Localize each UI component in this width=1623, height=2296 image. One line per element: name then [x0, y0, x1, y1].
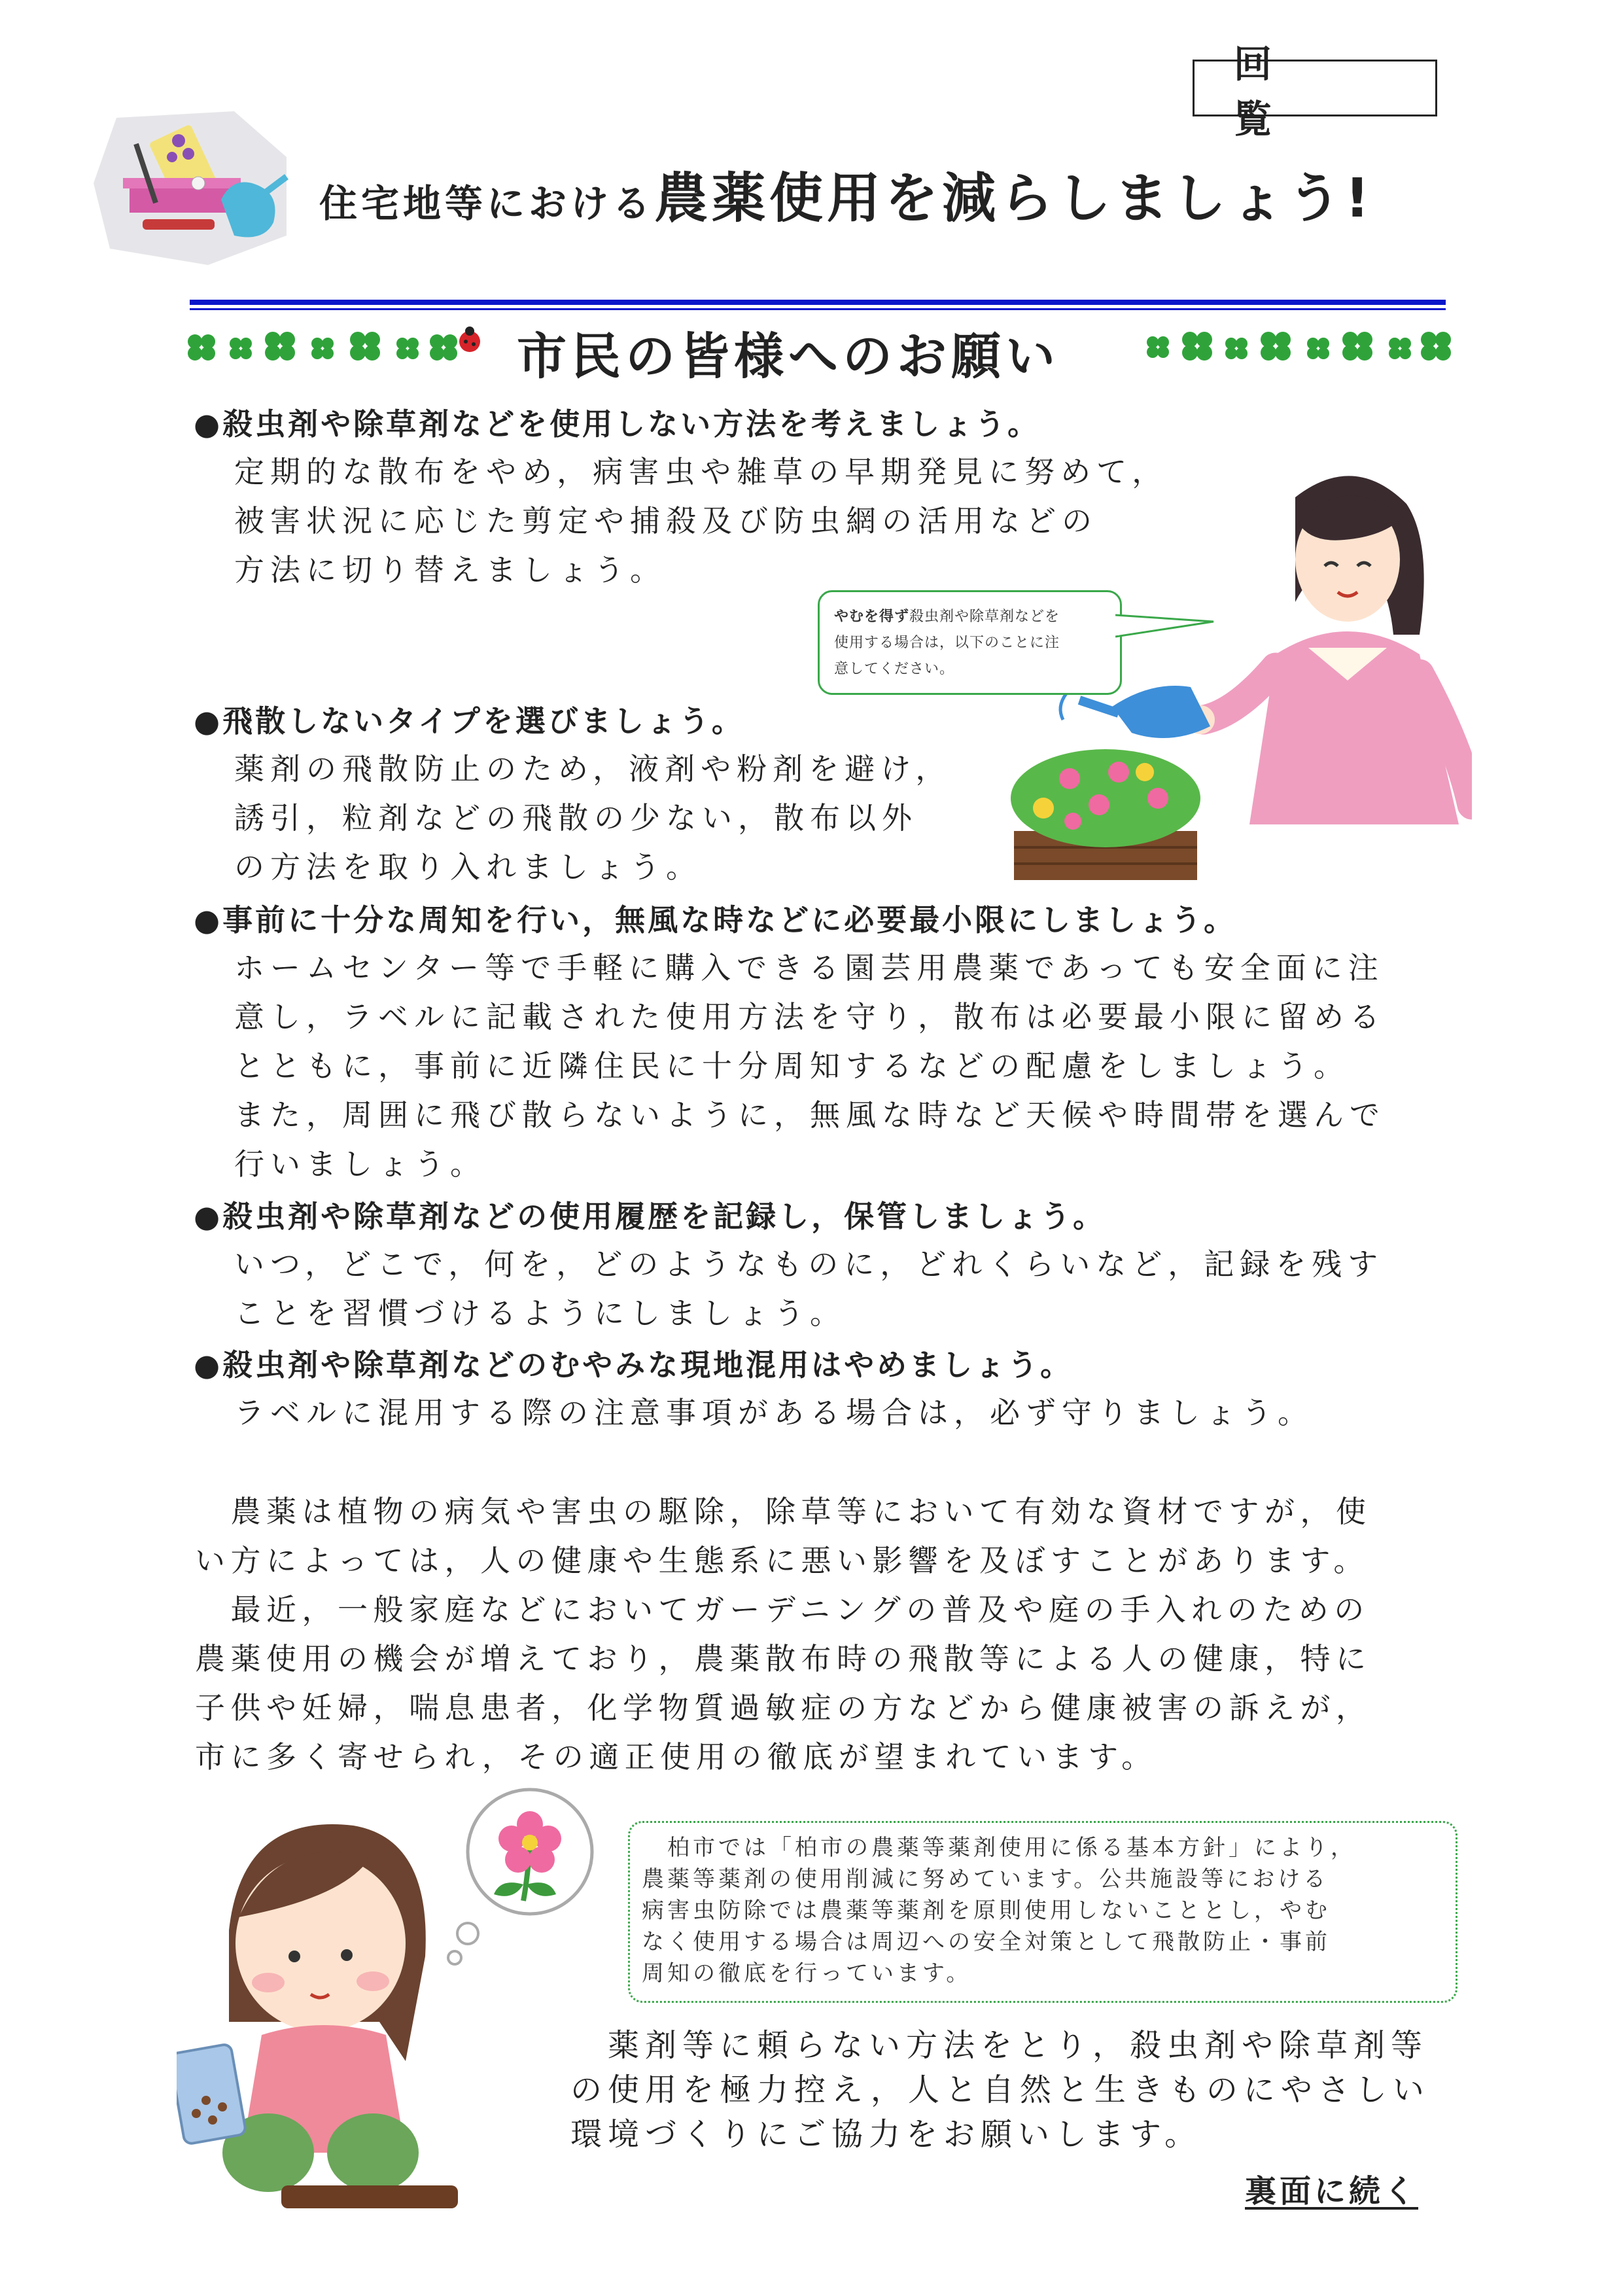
paragraph-line: 最近，一般家庭などにおいてガーデニングの普及や庭の手入れのための [195, 1592, 1370, 1627]
bullet-body-2 [234, 745, 951, 892]
girl-planting-illustration [177, 1786, 615, 2212]
section-subtitle: 市民の皆様へのお願い [517, 327, 1060, 385]
bullet-3-line: 意し，ラベルに記載された使用方法を守り，散布は必要最小限に留める [234, 999, 1386, 1034]
paragraph-line: 子供や妊婦，喘息患者，化学物質過敏症の方などから健康被害の訴えが， [195, 1690, 1372, 1725]
page-title [319, 156, 1373, 232]
ladybug-icon [459, 327, 480, 352]
paragraph-line: 市に多く寄せられ，その適正使用の徹底が望まれています。 [195, 1739, 1157, 1775]
bullet-heading-3: ●事前に十分な周知を行い，無風な時などに必要最小限にしましょう。 [194, 902, 1237, 938]
bullet-5-line: ラベルに混用する際の注意事項がある場合は，必ず守りましょう。 [234, 1395, 1314, 1430]
speech-bubble [818, 590, 1122, 695]
bullet-1-line: 被害状況に応じた剪定や捕殺及び防虫網の活用などの [234, 503, 1098, 539]
closing-message [570, 2023, 1430, 2157]
policy-line: 柏市では「柏市の農薬等薬剤使用に係る基本方針」により， [642, 1835, 1356, 1861]
bullet-heading-4: ●殺虫剤や除草剤などの使用履歴を記録し，保管しましょう。 [194, 1199, 1106, 1234]
bubble-line1: 殺虫剤や除草剤などを [909, 609, 1060, 625]
title-rule-thick [190, 300, 1446, 305]
bullet-3-line: 行いましょう。 [234, 1146, 486, 1182]
policy-line: 周知の徹底を行っています。 [642, 1960, 972, 1987]
city-policy-box [628, 1821, 1457, 2003]
clover-decoration-left [182, 322, 489, 368]
bullet-2-line: 誘引，粒剤などの飛散の少ない，散布以外 [234, 800, 918, 836]
policy-line: 病害虫防除では農薬等薬剤を原則使用しないこととし，やむ [642, 1898, 1331, 1924]
bullet-heading-2: ●飛散しないタイプを選びましょう。 [194, 703, 744, 739]
body-paragraph [195, 1487, 1438, 1782]
bullet-body-1 [234, 448, 1168, 595]
circulation-label: 回 覧 [1193, 60, 1437, 116]
closing-line: の使用を極力控え，人と自然と生きものにやさしい [570, 2072, 1430, 2108]
bullet-body-4 [234, 1240, 1384, 1338]
bubble-line3: 意してください。 [834, 661, 955, 677]
gardening-tools-icon [90, 105, 300, 268]
flower-planter-illustration [1007, 733, 1204, 883]
bullet-2-line: の方法を取り入れましょう。 [234, 849, 702, 885]
continued-on-back-label: 裏面に続く [1245, 2173, 1419, 2210]
bullet-2-line: 薬剤の飛散防止のため，液剤や粉剤を避け， [234, 751, 952, 786]
bullet-body-5 [234, 1388, 1314, 1438]
title-rule-thin [190, 308, 1446, 310]
paragraph-line: 農薬使用の機会が増えており，農薬散布時の飛散等による人の健康，特に [195, 1641, 1372, 1676]
speech-bubble-tail [1115, 607, 1220, 646]
bullet-3-line: とともに，事前に近隣住民に十分周知するなどの配慮をしましょう。 [234, 1048, 1350, 1084]
closing-line: 薬剤等に頼らない方法をとり，殺虫剤や除草剤等 [570, 2027, 1429, 2064]
policy-line: 農薬等薬剤の使用削減に努めています。公共施設等における [642, 1866, 1329, 1892]
bullet-heading-5: ●殺虫剤や除草剤などのむやみな現地混用はやめましょう。 [194, 1347, 1073, 1383]
title-prefix: 住宅地等における [319, 181, 655, 226]
title-main: 農薬使用を減らしましょう! [654, 168, 1374, 230]
bullet-body-3 [234, 944, 1386, 1189]
bullet-3-line: また，周囲に飛び散らないように，無風な時など天候や時間帯を選んで [234, 1097, 1386, 1133]
paragraph-line: い方によっては，人の健康や生態系に悪い影響を及ぼすことがあります。 [195, 1543, 1369, 1578]
bullet-4-line: いつ，どこで，何を，どのようなものに，どれくらいなど，記録を残す [234, 1246, 1384, 1282]
policy-line: なく使用する場合は周辺への安全対策として飛散防止・事前 [642, 1929, 1331, 1955]
bullet-heading-1: ●殺虫剤や除草剤などを使用しない方法を考えましょう。 [194, 406, 1041, 442]
clover-decoration-right [1138, 322, 1459, 368]
bubble-line2: 使用する場合は，以下のことに注 [834, 635, 1060, 651]
closing-line: 環境づくりにご協力をお願いします。 [570, 2116, 1202, 2153]
bullet-1-line: 方法に切り替えましょう。 [234, 552, 666, 588]
bullet-1-line: 定期的な散布をやめ，病害虫や雑草の早期発見に努めて， [234, 454, 1168, 489]
paragraph-line: 農薬は植物の病気や害虫の駆除，除草等において有効な資材ですが，使 [195, 1494, 1372, 1529]
bubble-emphasis: やむを得ず [834, 609, 910, 625]
bullet-4-line: ことを習慣づけるようにしましょう。 [234, 1296, 846, 1331]
bullet-3-line: ホームセンター等で手軽に購入できる園芸用農薬であっても安全面に注 [234, 950, 1384, 985]
